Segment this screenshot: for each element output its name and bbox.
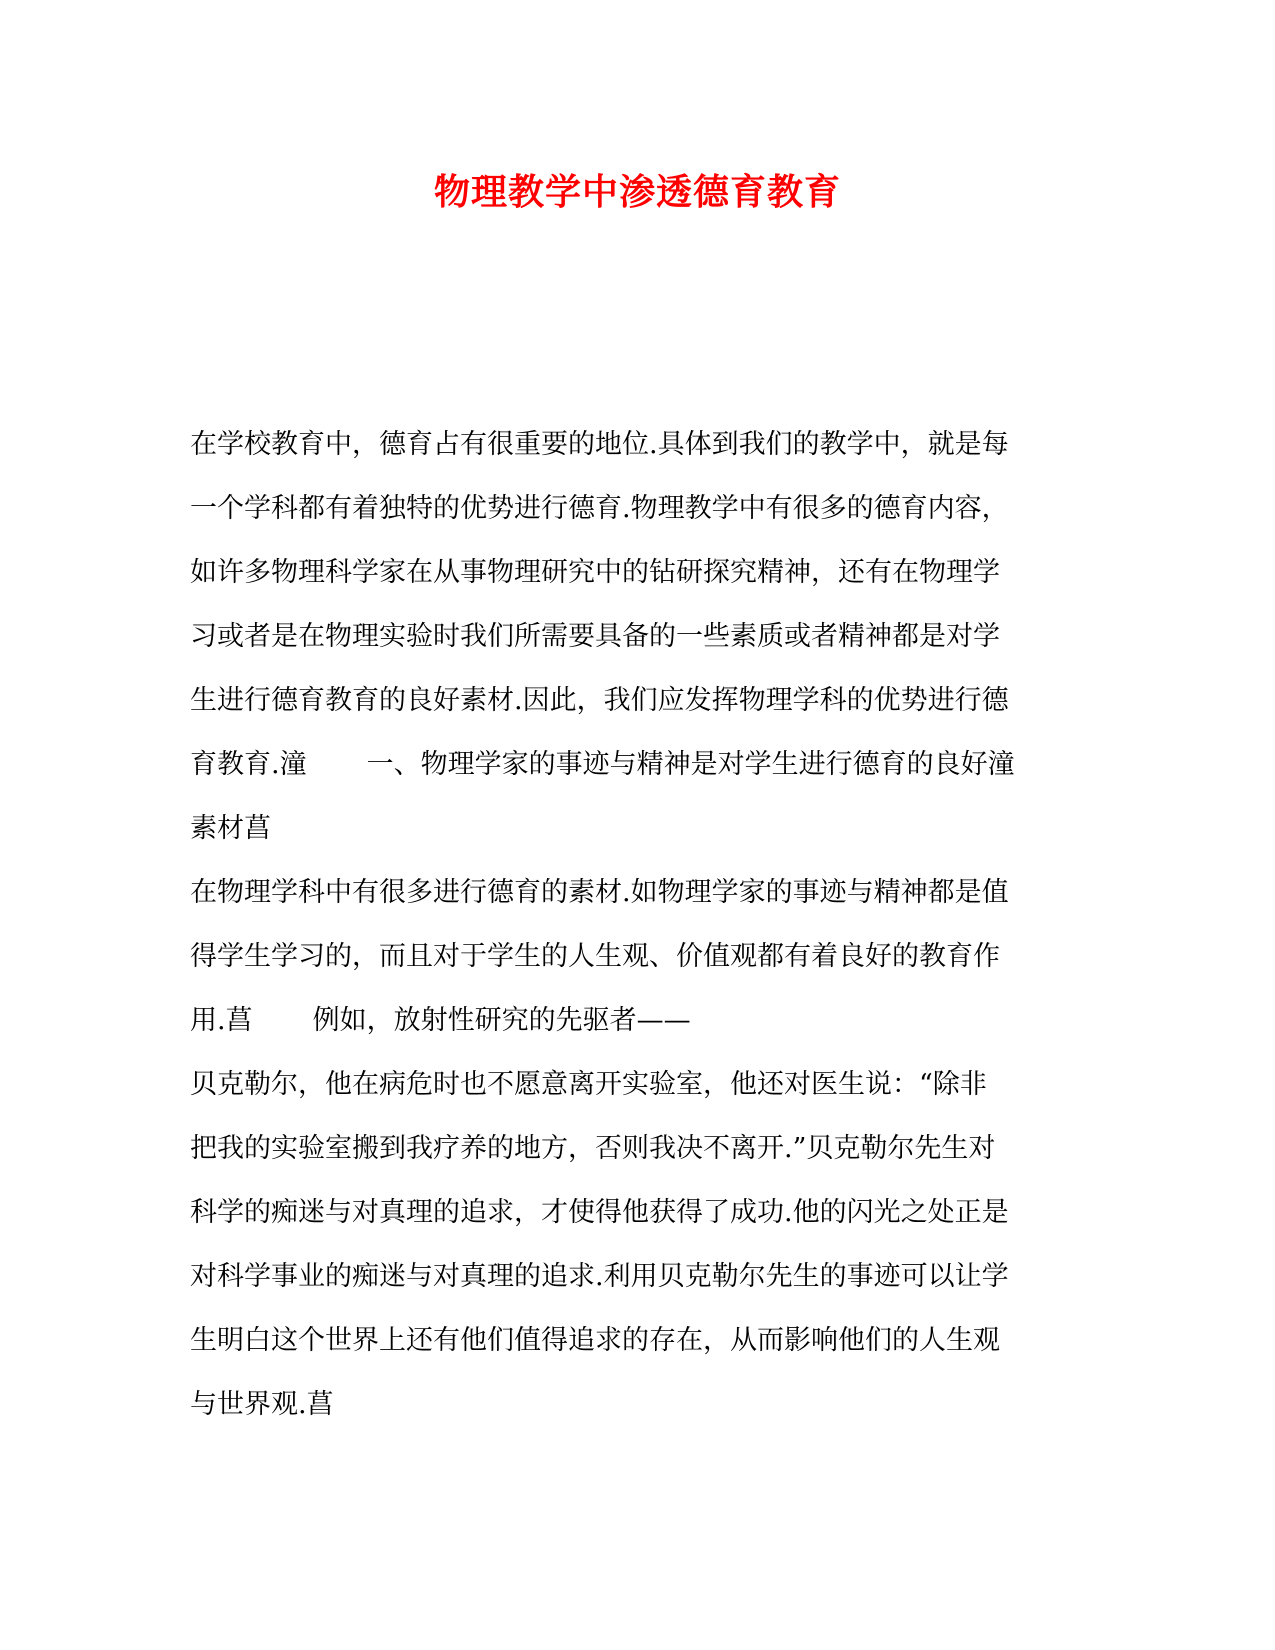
text-line xyxy=(190,1117,1090,1181)
text-line xyxy=(190,1373,1090,1437)
text-line xyxy=(190,413,1090,477)
text-segment: 把我的实验室搬到我疗养的地方，否则我决不离开.”贝克勒尔先生对 xyxy=(190,1133,996,1164)
text-segment: 例如，放射性研究的先驱者—— xyxy=(312,1005,691,1036)
text-line xyxy=(190,1053,1090,1117)
document-body xyxy=(190,413,1090,1437)
text-line xyxy=(190,733,1090,797)
text-segment: 在学校教育中，德育占有很重要的地位.具体到我们的教学中，就是每 xyxy=(190,429,1009,460)
text-line xyxy=(190,861,1090,925)
text-segment: 科学的痴迷与对真理的追求，才使得他获得了成功.他的闪光之处正是 xyxy=(190,1197,1009,1228)
text-segment: 育教育.潼 xyxy=(190,749,307,780)
text-segment: 贝克勒尔，他在病危时也不愿意离开实验室，他还对医生说：“除非 xyxy=(190,1069,987,1100)
text-segment: 用.菖 xyxy=(190,1005,253,1036)
text-line xyxy=(190,605,1090,669)
text-line xyxy=(190,925,1090,989)
text-segment: 素材菖 xyxy=(190,813,271,844)
text-segment: 习或者是在物理实验时我们所需要具备的一些素质或者精神都是对学 xyxy=(190,621,1000,652)
text-segment: 对科学事业的痴迷与对真理的追求.利用贝克勒尔先生的事迹可以让学 xyxy=(190,1261,1009,1292)
text-line xyxy=(190,989,1090,1053)
text-segment: 得学生学习的，而且对于学生的人生观、价值观都有着良好的教育作 xyxy=(190,941,1000,972)
text-segment: 一个学科都有着独特的优势进行德育.物理教学中有很多的德育内容， xyxy=(190,493,1009,524)
text-segment: 在物理学科中有很多进行德育的素材.如物理学家的事迹与精神都是值 xyxy=(190,877,1009,908)
text-line xyxy=(190,1245,1090,1309)
text-segment: 与世界观.菖 xyxy=(190,1389,334,1420)
text-line xyxy=(190,1181,1090,1245)
text-segment: 一、物理学家的事迹与精神是对学生进行德育的良好潼 xyxy=(366,749,1015,780)
text-line xyxy=(190,541,1090,605)
text-line xyxy=(190,797,1090,861)
text-line xyxy=(190,669,1090,733)
text-line xyxy=(190,477,1090,541)
text-line xyxy=(190,1309,1090,1373)
text-segment: 如许多物理科学家在从事物理研究中的钻研探究精神，还有在物理学 xyxy=(190,557,1000,588)
text-segment: 生进行德育教育的良好素材.因此，我们应发挥物理学科的优势进行德 xyxy=(190,685,1009,716)
text-segment: 生明白这个世界上还有他们值得追求的存在，从而影响他们的人生观 xyxy=(190,1325,1000,1356)
document-title: 物理教学中渗透德育教育 xyxy=(433,171,841,213)
